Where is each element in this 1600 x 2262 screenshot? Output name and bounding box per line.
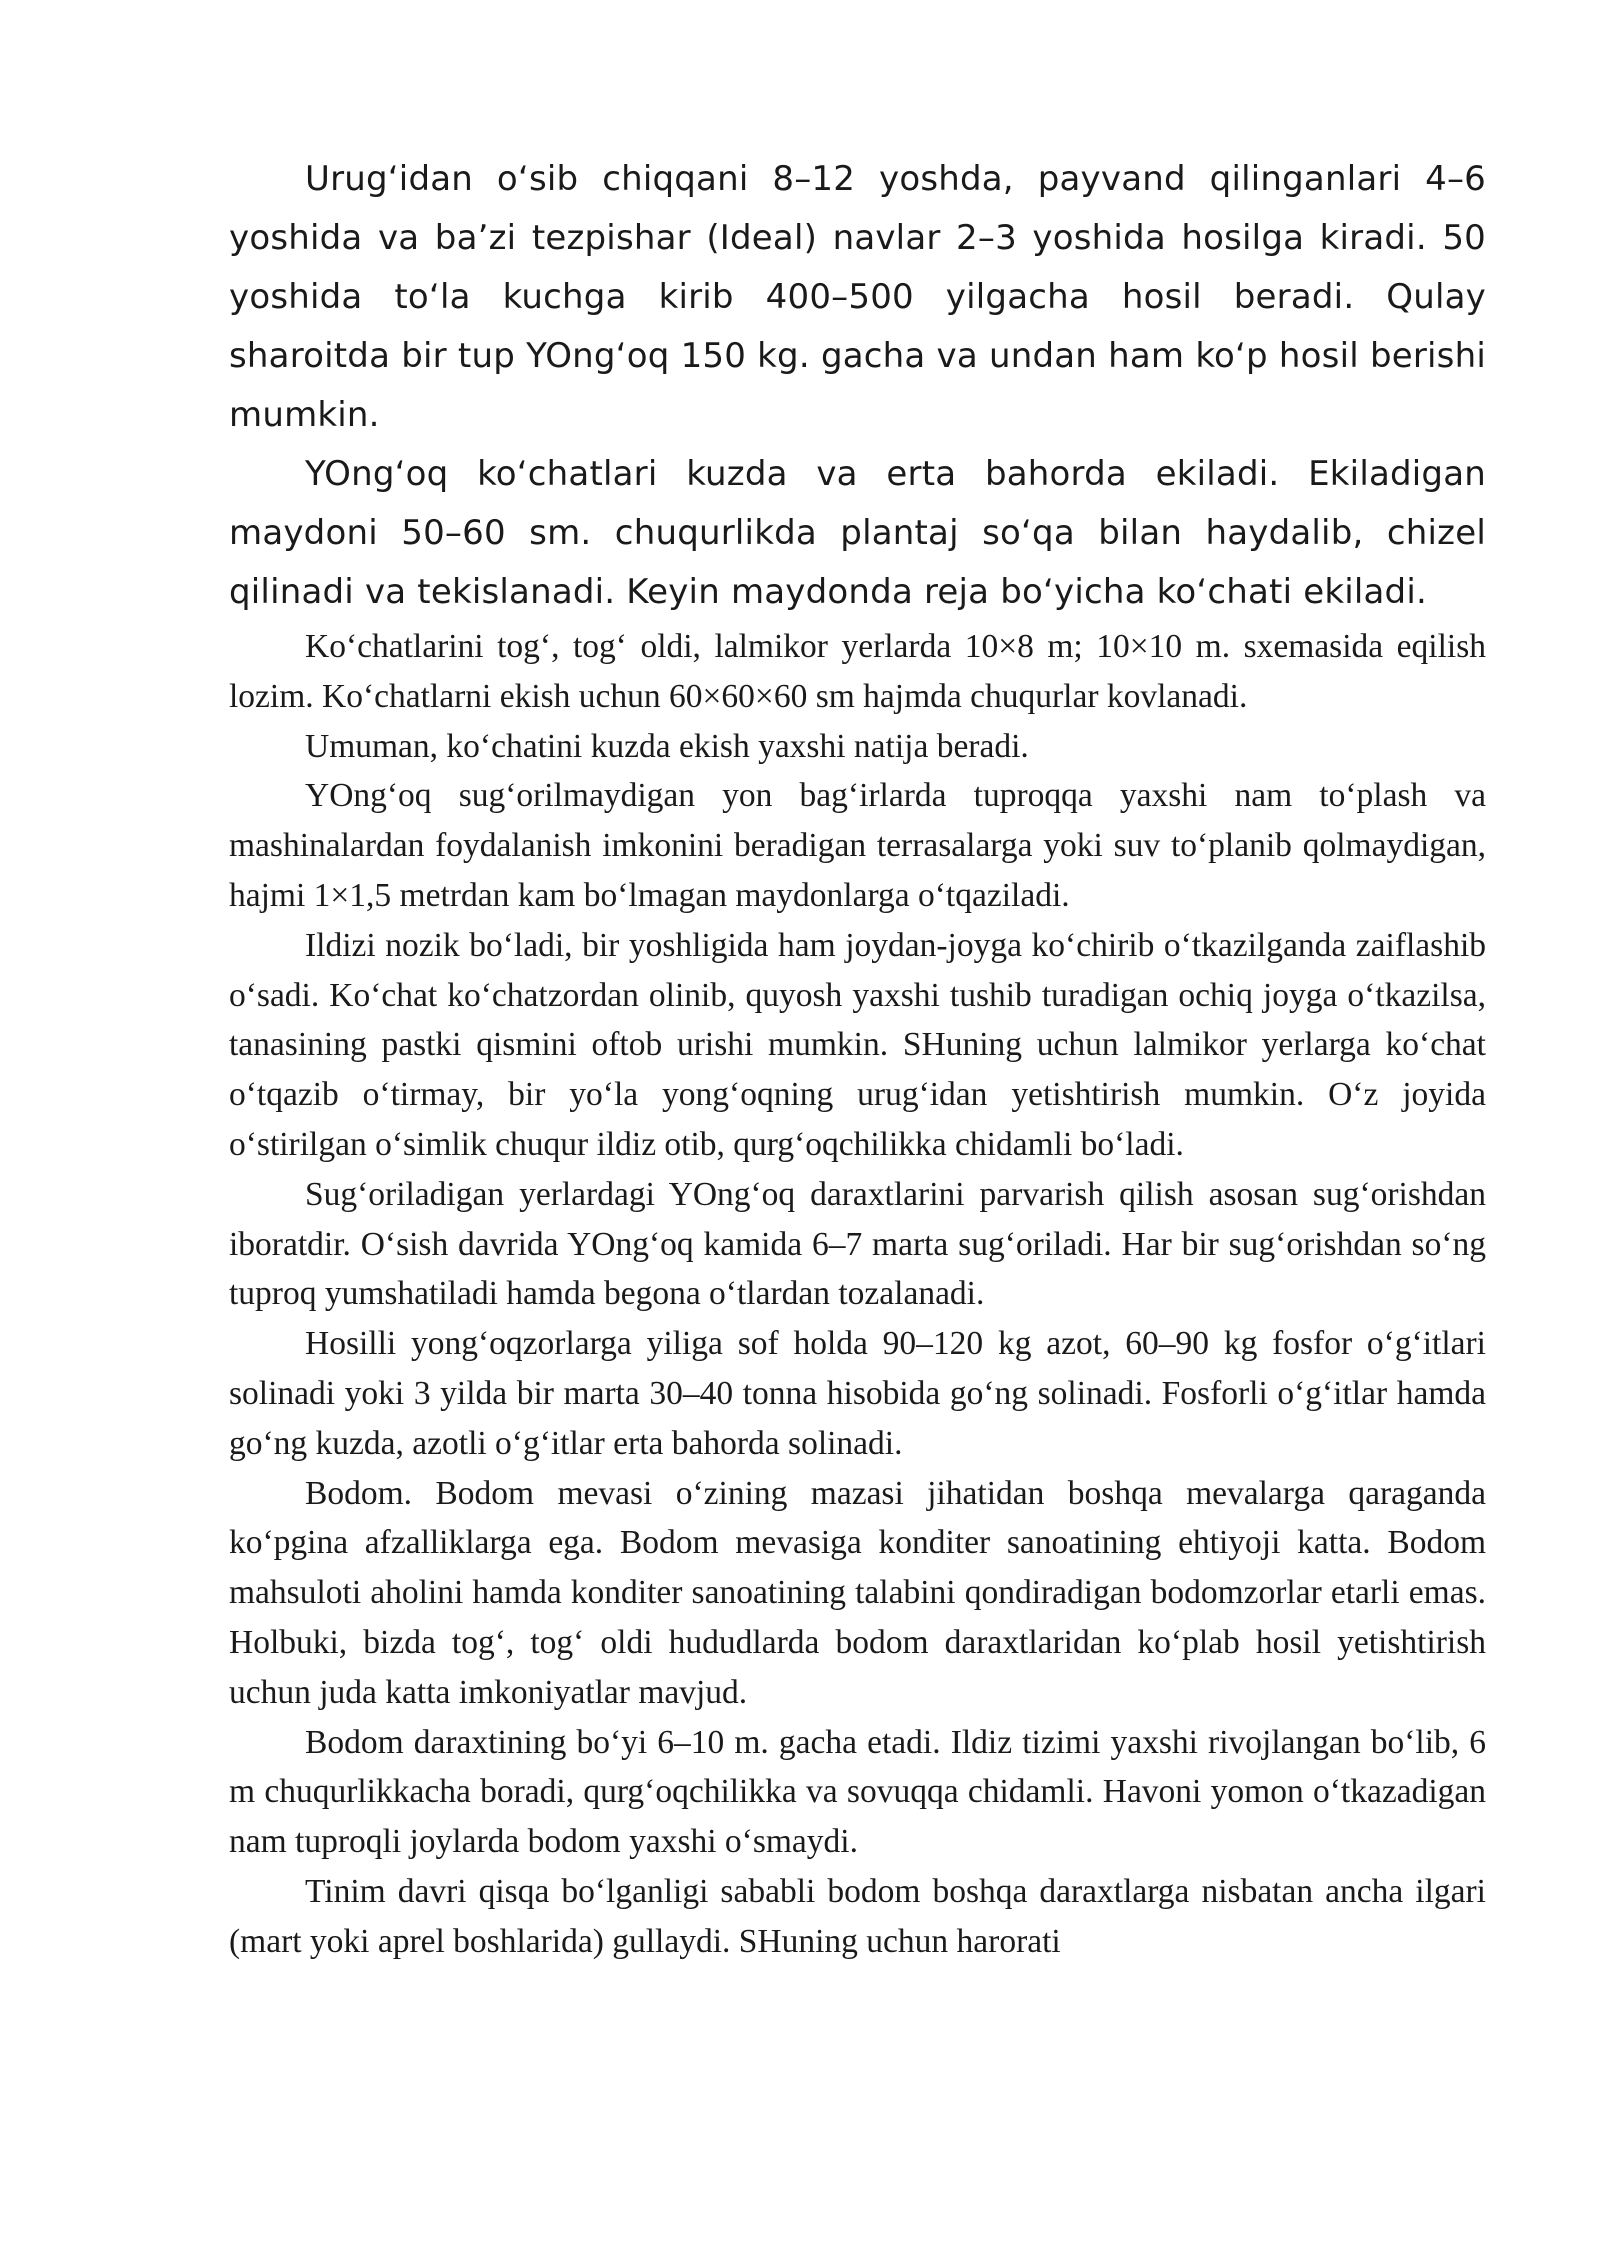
- paragraph: YOng‘oq ko‘chatlari kuzda va erta bahorda ekiladi. Ekiladigan maydoni 50–60 sm. chuqurlikda plantaj so‘qa bilan haydalib, chizel qilinadi va tekislanadi. Keyin maydonda reja bo‘yicha ko‘chati ekiladi.: [229, 454, 1486, 612]
- paragraph: Bodom daraxtining bo‘yi 6–10 m. gacha etadi. Ildiz tizimi yaxshi rivojlangan bo‘lib, 6 m chuqurlikkacha boradi, qurg‘oqchilikka va sovuqqa chidamli. Havoni yomon o‘tkazadigan nam tuproqli joylarda bodom yaxshi o‘smaydi.: [229, 1723, 1486, 1861]
- document-page: [229, 150, 1486, 1967]
- paragraph: Umuman, ko‘chatini kuzda ekish yaxshi natija beradi.: [305, 727, 1029, 765]
- paragraph: Bodom. Bodom mevasi o‘zining mazasi jihatidan boshqa mevalarga qaraganda ko‘pgina afzalliklarga ega. Bodom mevasiga konditer sanoatining ehtiyoji katta. Bodom mahsuloti aholini hamda konditer sanoatining talabini qondiradigan bodomzorlar etarli emas. Holbuki, bizda tog‘, tog‘ oldi hududlarda bodom daraxtlaridan ko‘plab hosil yetishtirish uchun juda katta imkoniyatlar mavjud.: [229, 1474, 1486, 1711]
- paragraph: Ko‘chatlarini tog‘, tog‘ oldi, lalmikor yerlarda 10×8 m; 10×10 m. sxemasida eqilish lozim. Ko‘chatlarni ekish uchun 60×60×60 sm hajmda chuqurlar kovlanadi.: [229, 628, 1486, 715]
- paragraph: Tinim davri qisqa bo‘lganligi sababli bodom boshqa daraxtlarga nisbatan ancha ilgari (mart yoki aprel boshlarida) gullaydi. SHuning uchun harorati: [229, 1872, 1486, 1960]
- paragraph: Sug‘oriladigan yerlardagi YOng‘oq daraxtlarini parvarish qilish asosan sug‘orishdan iboratdir. O‘sish davrida YOng‘oq kamida 6–7 marta sug‘oriladi. Har bir sug‘orishdan so‘ng tuproq yumshatiladi hamda begona o‘tlardan tozalanadi.: [229, 1175, 1486, 1313]
- paragraph: Hosilli yong‘oqzorlarga yiliga sof holda 90–120 kg azot, 60–90 kg fosfor o‘g‘itlari solinadi yoki 3 yilda bir marta 30–40 tonna hisobida go‘ng solinadi. Fosforli o‘g‘itlar hamda go‘ng kuzda, azotli o‘g‘itlar erta bahorda solinadi.: [229, 1325, 1486, 1462]
- paragraph: YOng‘oq sug‘orilmaydigan yon bag‘irlarda tuproqqa yaxshi nam to‘plash va mashinalardan foydalanish imkonini beradigan terrasalarga yoki suv to‘planib qolmaydigan, hajmi 1×1,5 metrdan kam bo‘lmagan maydonlarga o‘tqaziladi.: [229, 777, 1486, 914]
- paragraph: Ildizi nozik bo‘ladi, bir yoshligida ham joydan-joyga ko‘chirib o‘tkazilganda zaiflashib o‘sadi. Ko‘chat ko‘chatzordan olinib, quyosh yaxshi tushib turadigan ochiq joyga o‘tkazilsa, tanasining pastki qismini oftob urishi mumkin. SHuning uchun lalmikor yerlarga ko‘chat o‘tqazib o‘tirmay, bir yo‘la yong‘oqning urug‘idan yetishtirish mumkin. O‘z joyida o‘stirilgan o‘simlik chuqur ildiz otib, qurg‘oqchilikka chidamli bo‘ladi.: [229, 926, 1486, 1163]
- paragraph: Urug‘idan o‘sib chiqqani 8–12 yoshda, payvand qilinganlari 4–6 yoshida va ba’zi tezpishar (Ideal) navlar 2–3 yoshida hosilga kiradi. 50 yoshida to‘la kuchga kirib 400–500 yilgacha hosil beradi. Qulay sharoitda bir tup YOng‘oq 150 kg. gacha va undan ham ko‘p hosil berishi mumkin.: [229, 159, 1486, 435]
